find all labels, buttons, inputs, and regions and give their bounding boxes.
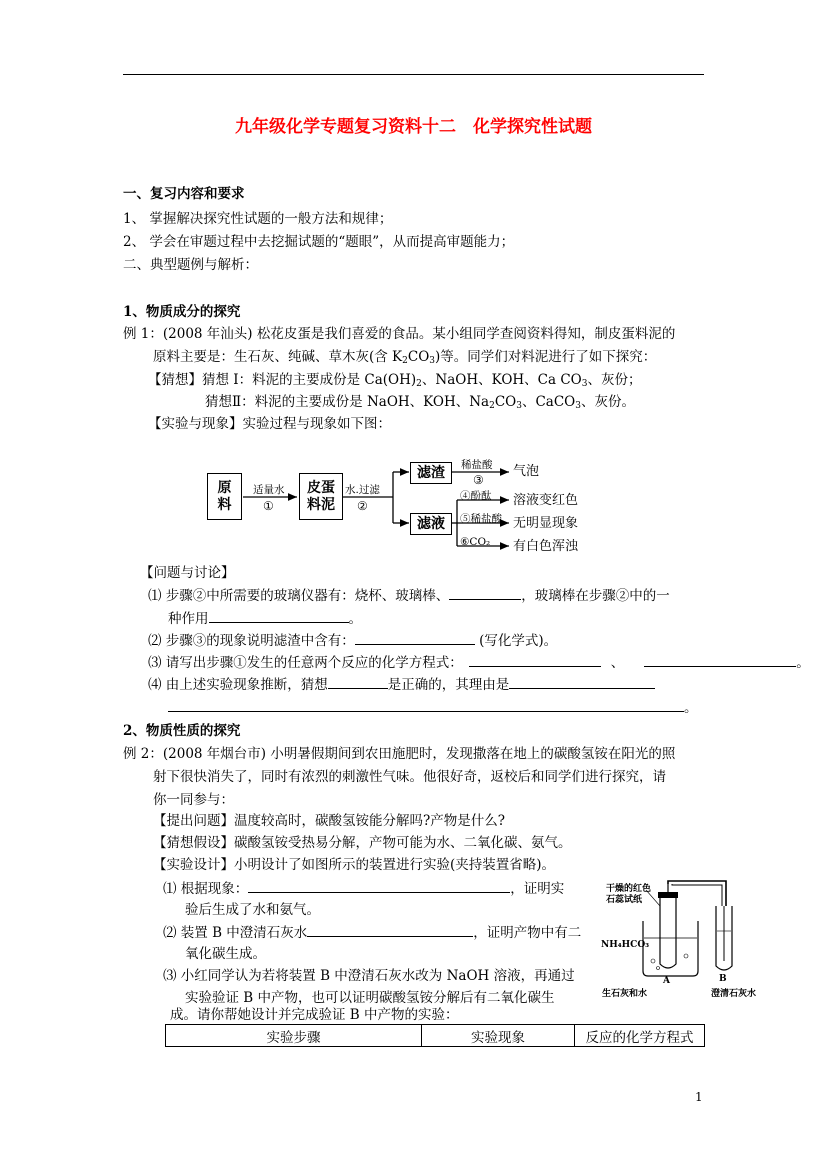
design: 【实验设计】小明设计了如图所示的装置进行实验(夹持装置省略)。	[153, 857, 556, 873]
apparatus-label-5: 澄清石灰水	[711, 989, 757, 999]
answer-blank[interactable]	[307, 923, 473, 937]
example1-line1: 例 1：(2008 年汕头) 松花皮蛋是我们喜爱的食品。某小组同学查阅资料得知，制皮蛋料泥的	[123, 326, 676, 342]
example2-line2: 射下很快消失了，同时有浓烈的刺激性气味。他很好奇，返校后和同学们进行探究，请	[153, 769, 666, 785]
question-3: ⑶ 请写出步骤①发生的任意两个反应的化学方程式： 、 。	[148, 655, 810, 671]
table-header-row	[166, 1025, 705, 1047]
ask-question: 【提出问题】温度较高时，碳酸氢铵能分解吗?产物是什么?	[153, 813, 505, 829]
section2-heading: 二、典型题例与解析：	[123, 257, 258, 273]
step3-number: ③	[473, 473, 484, 487]
apparatus-label-4: 生石灰和水	[602, 989, 648, 999]
experiment-intro: 【实验与现象】实验过程与现象如下图：	[148, 416, 391, 432]
answer-blank[interactable]	[248, 879, 510, 893]
page-number: 1	[695, 1090, 703, 1104]
answer-blank[interactable]	[469, 653, 601, 667]
answer-blank[interactable]	[168, 698, 684, 712]
step1-number: ①	[263, 499, 274, 513]
apparatus-label-3: NH₄HCO₃	[601, 940, 650, 950]
apparatus-label-b: B	[719, 974, 727, 984]
page-title: 九年级化学专题复习资料十二 化学探究性试题	[235, 117, 592, 137]
step3-reagent: 稀盐酸	[461, 459, 493, 471]
answer-blank[interactable]	[209, 609, 349, 623]
result-white: 有白色浑浊	[513, 539, 579, 554]
table-header-phenomenon: 实验现象	[422, 1025, 575, 1047]
step6-label: ⑥CO₂	[460, 536, 491, 548]
step2-label: 水.过滤	[345, 484, 380, 496]
part1-heading: 1、物质成分的探究	[123, 304, 241, 320]
question-4: ⑷ 由上述实验现象推断，猜想 是正确的，其理由是	[148, 675, 655, 694]
question-1: ⑴ 步骤②中所需要的玻璃仪器有：烧杯、玻璃棒、 ，玻璃棒在步骤②中的一	[148, 588, 670, 604]
question-1-cont: 种作用 。	[168, 611, 362, 627]
header-rule	[123, 74, 704, 75]
guess-1: 【猜想】猜想 I：料泥的主要成份是 $Ca(OH)_2$、NaOH、KOH、Ca $CO_3$、灰份；	[148, 372, 642, 389]
section1-heading: 一、复习内容和要求	[123, 186, 245, 202]
example2-line1: 例 2：(2008 年烟台市) 小明暑假期间到农田施肥时，发现撒落在地上的碳酸氢铵在阳光的照	[123, 746, 676, 762]
requirement-2: 2、 学会在审题过程中去挖掘试题的“题眼”，从而提高审题能力；	[123, 234, 515, 250]
sub-question-1: ⑴ 根据现象： ，证明实	[163, 881, 565, 897]
apparatus-label-1: 干燥的红色	[606, 884, 652, 894]
sub-question-3: ⑶ 小红同学认为若将装置 B 中澄清石灰水改为 NaOH 溶液，再通过	[163, 968, 575, 984]
answer-blank[interactable]	[509, 675, 655, 689]
answer-blank[interactable]	[328, 675, 388, 689]
result-bubbles: 气泡	[513, 464, 540, 479]
apparatus-diagram	[598, 876, 768, 1001]
requirement-1: 1、 掌握解决探究性试题的一般方法和规律；	[123, 211, 393, 227]
part2-heading: 2、物质性质的探究	[123, 723, 241, 739]
flow-box-mud: 皮蛋 料泥	[299, 473, 343, 520]
question-4-cont: 。	[168, 698, 698, 717]
result-red: 溶液变红色	[513, 493, 579, 508]
step4-label: ④酚酞	[460, 490, 492, 502]
step2-number: ②	[357, 499, 368, 513]
experiment-flowchart	[207, 460, 627, 560]
sub-question-3-cont2: 成。请你帮她设计并完成验证 B 中产物的实验：	[170, 1007, 459, 1023]
sub-question-3-cont: 实验验证 B 中产物，也可以证明碳酸氢铵分解后有二氧化碳生	[185, 990, 555, 1006]
answer-blank[interactable]	[644, 653, 796, 667]
flow-box-filtrate: 滤液	[410, 513, 452, 535]
sub-question-2-cont: 氧化碳生成。	[185, 946, 266, 962]
flow-box-raw: 原 料	[207, 473, 242, 520]
guess-2: 猜想Ⅱ：料泥的主要成份是 NaOH、KOH、$Na_2CO_3$、CaCO$_3$、灰份。	[205, 394, 635, 411]
experiment-table	[165, 1024, 705, 1047]
step1-label: 适量水	[253, 484, 285, 496]
step5-label: ⑤稀盐酸	[460, 513, 502, 525]
apparatus-label-a: A	[663, 976, 670, 986]
answer-blank[interactable]	[449, 586, 521, 600]
table-header-steps: 实验步骤	[166, 1025, 422, 1047]
hypothesis: 【猜想假设】碳酸氢铵受热易分解，产物可能为水、二氧化碳、氨气。	[153, 835, 572, 851]
discussion-heading: 【问题与讨论】	[140, 565, 235, 581]
sub-question-2: ⑵ 装置 B 中澄清石灰水 ，证明产物中有二	[163, 925, 582, 941]
result-none: 无明显现象	[513, 516, 579, 531]
question-2: ⑵ 步骤③的现象说明滤渣中含有： (写化学式)。	[148, 633, 558, 649]
example1-line2: 原料主要是：生石灰、纯碱、草木灰(含 $K_2CO_3$)等。同学们对料泥进行了如下探究：	[153, 349, 657, 366]
example2-line3: 你一同参与：	[153, 792, 234, 808]
apparatus-label-2: 石蕊试纸	[606, 895, 643, 905]
flow-box-residue: 滤渣	[410, 462, 452, 484]
answer-blank[interactable]	[355, 631, 475, 645]
sub-question-1-cont: 验后生成了水和氨气。	[185, 902, 320, 918]
table-header-equation: 反应的化学方程式	[575, 1025, 705, 1047]
